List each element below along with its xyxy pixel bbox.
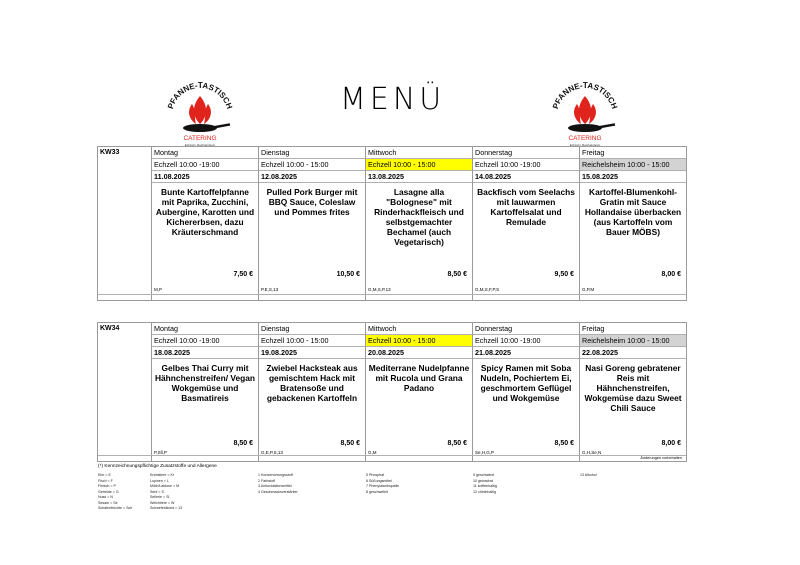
- location-time: Reichelsheim 10:00 - 15:00: [580, 335, 686, 347]
- date: 21.08.2025: [473, 347, 579, 359]
- week-label: KW33: [100, 149, 120, 156]
- legend-column-3: 1 Konservierungsstoff 2 Farbstoff 3 Antioxidationsmittel 4 Geschmacksverstärker: [258, 473, 298, 494]
- allergen-codes: Se,H,G,P: [475, 450, 495, 455]
- day-column-friday: [579, 147, 686, 300]
- day-name: Mittwoch: [366, 147, 472, 159]
- logo-text-bottom: CATERING: [183, 135, 217, 142]
- price: 8,00 €: [661, 440, 681, 447]
- day-column-wednesday: [365, 147, 472, 300]
- allergen-codes: G,M,S,F,P,S: [475, 287, 500, 292]
- menu-title: MENÜ: [340, 82, 446, 117]
- day-column-monday: [151, 323, 258, 461]
- allergen-codes: M,P: [154, 287, 163, 292]
- allergen-codes: G,P,M: [582, 287, 595, 292]
- price: 8,50 €: [233, 440, 253, 447]
- legend-column-5: 9 geschwärzt 10 gewachst 11 koffeinhaltig 12 chininhaltig: [473, 473, 497, 494]
- price: 10,50 €: [336, 271, 360, 278]
- dish-description: Nasi Goreng gebratener Reis mit Hähnchenstreifen, Wokgemüse dazu Sweet Chili Sauce: [584, 363, 682, 413]
- price: 8,50 €: [340, 440, 360, 447]
- price: 8,00 €: [661, 271, 681, 278]
- price: 9,50 €: [554, 271, 574, 278]
- table-footer-divider: [98, 294, 686, 295]
- logo-text-bottom: CATERING: [568, 135, 602, 142]
- dish-description: Spicy Ramen mit Soba Nudeln, Pochiertem Ei, geschmortem Geflügel und Wokgemüse: [480, 363, 572, 403]
- week-label: KW34: [100, 325, 120, 332]
- date: 13.08.2025: [366, 171, 472, 183]
- date: 22.08.2025: [580, 347, 686, 359]
- day-column-tuesday: [258, 147, 365, 300]
- dish-description: Zwiebel Hacksteak aus gemischtem Hack mit Bratensoße und gebackenen Kartoffeln: [266, 363, 358, 403]
- allergen-codes: G,H,Se,N: [582, 450, 602, 455]
- day-name: Montag: [152, 323, 258, 335]
- day-name: Montag: [152, 147, 258, 159]
- day-name: Dienstag: [259, 147, 365, 159]
- date: 12.08.2025: [259, 171, 365, 183]
- day-column-thursday: [472, 323, 579, 461]
- date: 20.08.2025: [366, 347, 472, 359]
- day-name: Mittwoch: [366, 323, 472, 335]
- price: 7,50 €: [233, 271, 253, 278]
- location-time: Echzell 10:00 -19:00: [152, 335, 258, 347]
- day-name: Dienstag: [259, 323, 365, 335]
- week-table-kw34: [97, 322, 687, 462]
- day-column-wednesday: [365, 323, 472, 461]
- legend-column-6: 13 Alkohol: [580, 473, 597, 477]
- date: 18.08.2025: [152, 347, 258, 359]
- allergen-codes: G,E,P,S,13: [261, 450, 283, 455]
- price: 8,50 €: [447, 271, 467, 278]
- day-name: Donnerstag: [473, 323, 579, 335]
- allergen-codes: P,E,S,13: [261, 287, 279, 292]
- location-time: Echzell 10:00 -19:00: [152, 159, 258, 171]
- svg-text:Echzell • Reichelsheim: Echzell • Reichelsheim: [569, 143, 601, 147]
- logo-right: [545, 74, 625, 154]
- dish-description: Bunte Kartoffelpfanne mit Paprika, Zucchini, Aubergine, Karotten und Kichererbsen, dazu Kräuterschmand: [155, 187, 255, 237]
- dish-description: Mediterrane Nudelpfanne mit Rucola und Grana Padano: [368, 363, 470, 393]
- day-column-monday: [151, 147, 258, 300]
- date: 19.08.2025: [259, 347, 365, 359]
- location-time: Echzell 10:00 - 15:00: [259, 159, 365, 171]
- location-time: Reichelsheim 10:00 - 15:00: [580, 159, 686, 171]
- table-footer-divider: [98, 455, 686, 456]
- dish-description: Backfisch vom Seelachs mit lauwarmen Kartoffelsalat und Remulade: [477, 187, 575, 227]
- logo-text-top: PFANNE-TASTISCH: [166, 81, 234, 111]
- legend-title: (*) Kennzeichnungspflichtige Zusatzstoffe und Allergene: [98, 464, 217, 469]
- dish-description: Pulled Pork Burger mit BBQ Sauce, Coleslaw und Pommes frites: [266, 187, 358, 217]
- allergen-codes: G,M,S,P,13: [368, 287, 391, 292]
- allergen-codes: P,Sll,P: [154, 450, 167, 455]
- legend-column-4: 5 Phosphat 6 Süßungsmittel 7 Phenylalaninquelle 8 geschwefelt: [366, 473, 400, 494]
- dish-description: Gelbes Thai Curry mit Hähnchenstreifen/ Vegan Wokgemüse und Basmatireis: [154, 363, 256, 403]
- day-name: Freitag: [580, 147, 686, 159]
- day-name: Donnerstag: [473, 147, 579, 159]
- day-name: Freitag: [580, 323, 686, 335]
- logo-text-top: PFANNE-TASTISCH: [551, 81, 619, 111]
- day-column-tuesday: [258, 323, 365, 461]
- location-time: Echzell 10:00 - 15:00: [259, 335, 365, 347]
- allergen-codes: G,M: [368, 450, 377, 455]
- week-table-kw33: [97, 146, 687, 301]
- date: 14.08.2025: [473, 171, 579, 183]
- location-time: Echzell 10:00 - 15:00: [366, 159, 472, 171]
- location-time: Echzell 10:00 - 15:00: [366, 335, 472, 347]
- logo-left: [160, 74, 240, 154]
- legend-column-1: Eier = E Fisch = F Fleisch = P Getreide = G Nuss = N Sesam = Se Schalenfrüchte = Sch: [98, 473, 133, 510]
- day-column-thursday: [472, 147, 579, 300]
- date: 15.08.2025: [580, 171, 686, 183]
- dish-description: Kartoffel-Blumenkohl-Gratin mit Sauce Hollandaise überbacken (aus Kartoffeln vom Bauer MÖBS): [584, 187, 682, 237]
- pan-flame-logo-icon: [545, 74, 625, 154]
- price: 8,50 €: [447, 440, 467, 447]
- date: 11.08.2025: [152, 171, 258, 183]
- location-time: Echzell 10:00 -19:00: [473, 335, 579, 347]
- day-column-friday: [579, 323, 686, 461]
- pan-flame-logo-icon: [160, 74, 240, 154]
- location-time: Echzell 10:00 -19:00: [473, 159, 579, 171]
- legend-column-2: Krebstiere = Kr Lupinen = L Milch/Laktose = M Senf = S Sellerie = Sl Weichtiere = W Schwefeldioxid = 13: [150, 473, 183, 510]
- dish-description: Lasagne alla "Bolognese" mit Rinderhackfleisch und selbstgemachter Bechamel (auch Vegetarisch): [374, 187, 464, 247]
- changes-reserved-note: Änderungen vorbehalten: [640, 456, 682, 460]
- svg-text:Echzell • Reichelsheim: Echzell • Reichelsheim: [184, 143, 216, 147]
- price: 8,50 €: [554, 440, 574, 447]
